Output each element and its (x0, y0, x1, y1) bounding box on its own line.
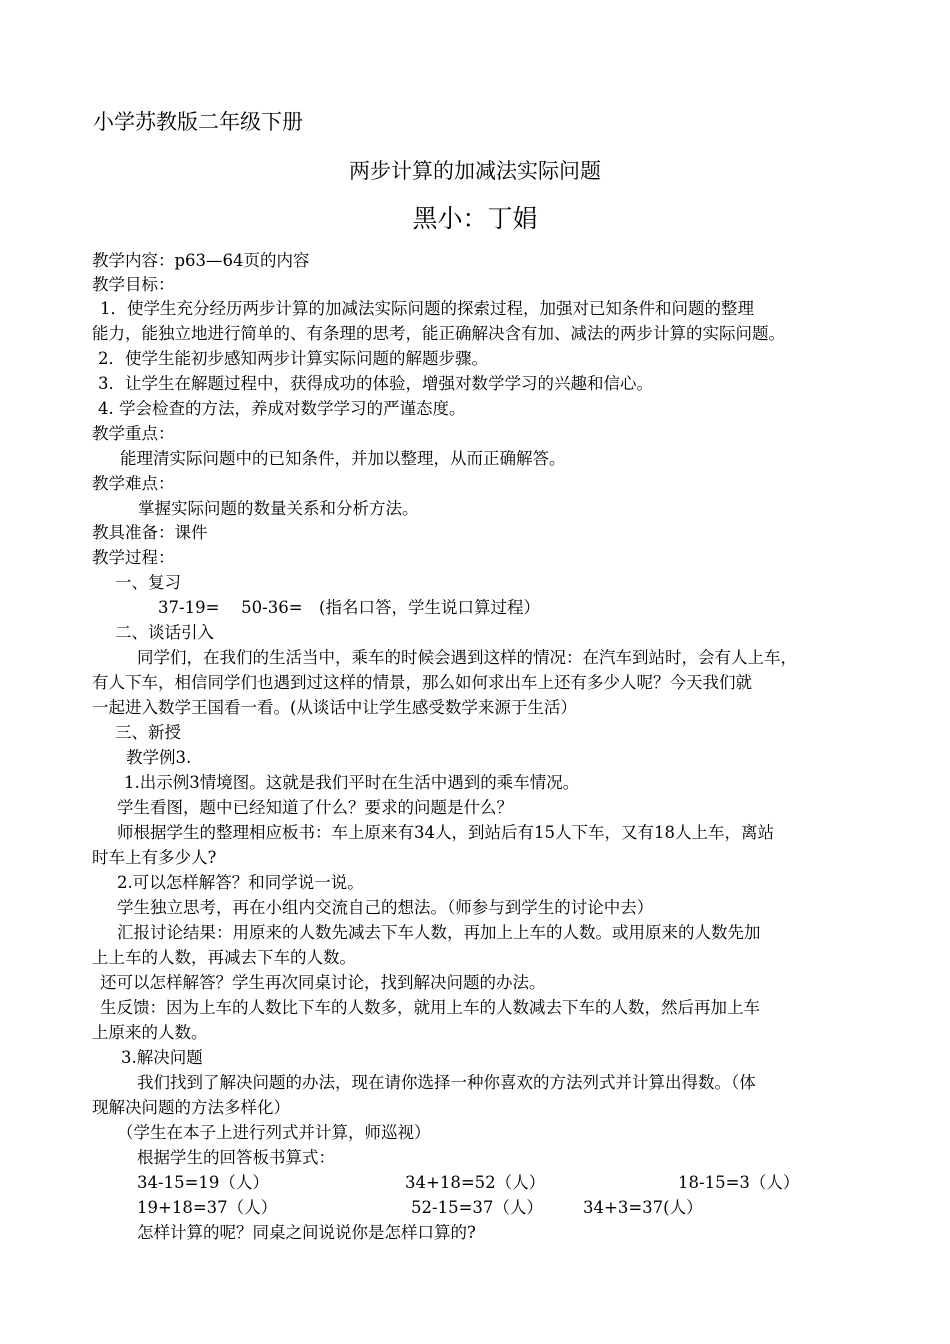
step-line: 2.可以怎样解答？和同学说一说。 (117, 873, 364, 892)
tools-line: 教具准备：课件 (92, 523, 208, 542)
goal-item: 1．使学生充分经历两步计算的加减法实际问题的探索过程，加强对已知条件和问题的整理 (100, 299, 754, 318)
formula: 19+18=37（人） (137, 1198, 278, 1217)
formula: 52-15=37（人） (411, 1198, 543, 1217)
step-line: 学生独立思考，再在小组内交流自己的想法。（师参与到学生的讨论中去） (117, 898, 654, 917)
key-text: 能理清实际问题中的已知条件，并加以整理，从而正确解答。 (120, 449, 566, 468)
goal-item: 3．让学生在解题过程中，获得成功的体验，增强对数学学习的兴趣和信心。 (98, 374, 653, 393)
formula: 34-15=19（人） (137, 1173, 269, 1192)
process-label: 教学过程： (92, 548, 175, 567)
formula-row (137, 1171, 799, 1195)
lesson-title: 两步计算的加减法实际问题 (349, 159, 601, 183)
step-line: 生反馈：因为上车的人数比下车的人数多，就用上车的人数减去下车的人数，然后再加上车 (100, 998, 760, 1017)
step-line: 根据学生的回答板书算式： (137, 1148, 335, 1167)
goals-label: 教学目标： (92, 275, 175, 294)
intro-paragraph-line: 同学们，在我们的生活当中，乘车的时候会遇到这样的情况：在汽车到站时，会有人上车， (137, 648, 797, 667)
step-line: 我们找到了解决问题的办法，现在请你选择一种你喜欢的方法列式并计算出得数。（体 (137, 1073, 756, 1092)
review-exercise: 37-19= 50-36= (指名口答，学生说口算过程） (158, 598, 540, 617)
step-line: 还可以怎样解答？学生再次同桌讨论，找到解决问题的办法。 (100, 973, 546, 992)
step-line: 怎样计算的呢？同桌之间说说你是怎样口算的? (137, 1223, 476, 1242)
step-line: 3.解决问题 (121, 1048, 203, 1067)
difficulty-label: 教学难点： (92, 474, 175, 493)
step-line: 汇报讨论结果：用原来的人数先减去下车人数，再加上上车的人数。或用原来的人数先加 (117, 923, 761, 942)
difficulty-text: 掌握实际问题的数量关系和分析方法。 (138, 499, 419, 518)
new-heading: 三、新授 (115, 723, 181, 742)
formula: 34+3=37(人） (583, 1198, 703, 1217)
intro-paragraph-line: 有人下车，相信同学们也遇到过这样的情景，那么如何求出车上还有多少人呢？今天我们就 (92, 673, 752, 692)
content-line: 教学内容：p63—64页的内容 (92, 251, 310, 270)
step-line: 师根据学生的整理相应板书：车上原来有34人，到站后有15人下车，又有18人上车，离站 (117, 823, 774, 842)
goal-item: 4. 学会检查的方法，养成对数学学习的严谨态度。 (98, 399, 466, 418)
example-label: 教学例3. (126, 748, 192, 767)
formula: 34+18=52（人） (405, 1173, 546, 1192)
step-line: 1.出示例3情境图。这就是我们平时在生活中遇到的乘车情况。 (124, 773, 580, 792)
intro-heading: 二、谈话引入 (115, 623, 214, 642)
goal-item: 能力，能独立地进行简单的、有条理的思考，能正确解决含有加、减法的两步计算的实际问题。 (92, 324, 785, 343)
formula: 18-15=3（人） (678, 1173, 800, 1192)
author-line: 黑小：丁娟 (412, 204, 538, 233)
goal-item: 2．使学生能初步感知两步计算实际问题的解题步骤。 (98, 349, 488, 368)
review-heading: 一、复习 (115, 573, 181, 592)
step-line: 上原来的人数。 (92, 1023, 208, 1042)
step-line: 现解决问题的方法多样化） (92, 1098, 290, 1117)
step-line: 时车上有多少人? (92, 848, 217, 867)
grade-heading: 小学苏教版二年级下册 (93, 110, 303, 134)
intro-paragraph-line: 一起进入数学王国看一看。(从谈话中让学生感受数学来源于生活） (92, 698, 577, 717)
formula-row (137, 1196, 703, 1220)
step-line: 上上车的人数，再减去下车的人数。 (92, 948, 356, 967)
key-label: 教学重点： (92, 424, 175, 443)
step-line: （学生在本子上进行列式并计算，师巡视） (117, 1123, 431, 1142)
step-line: 学生看图，题中已经知道了什么？要求的问题是什么？ (117, 798, 513, 817)
